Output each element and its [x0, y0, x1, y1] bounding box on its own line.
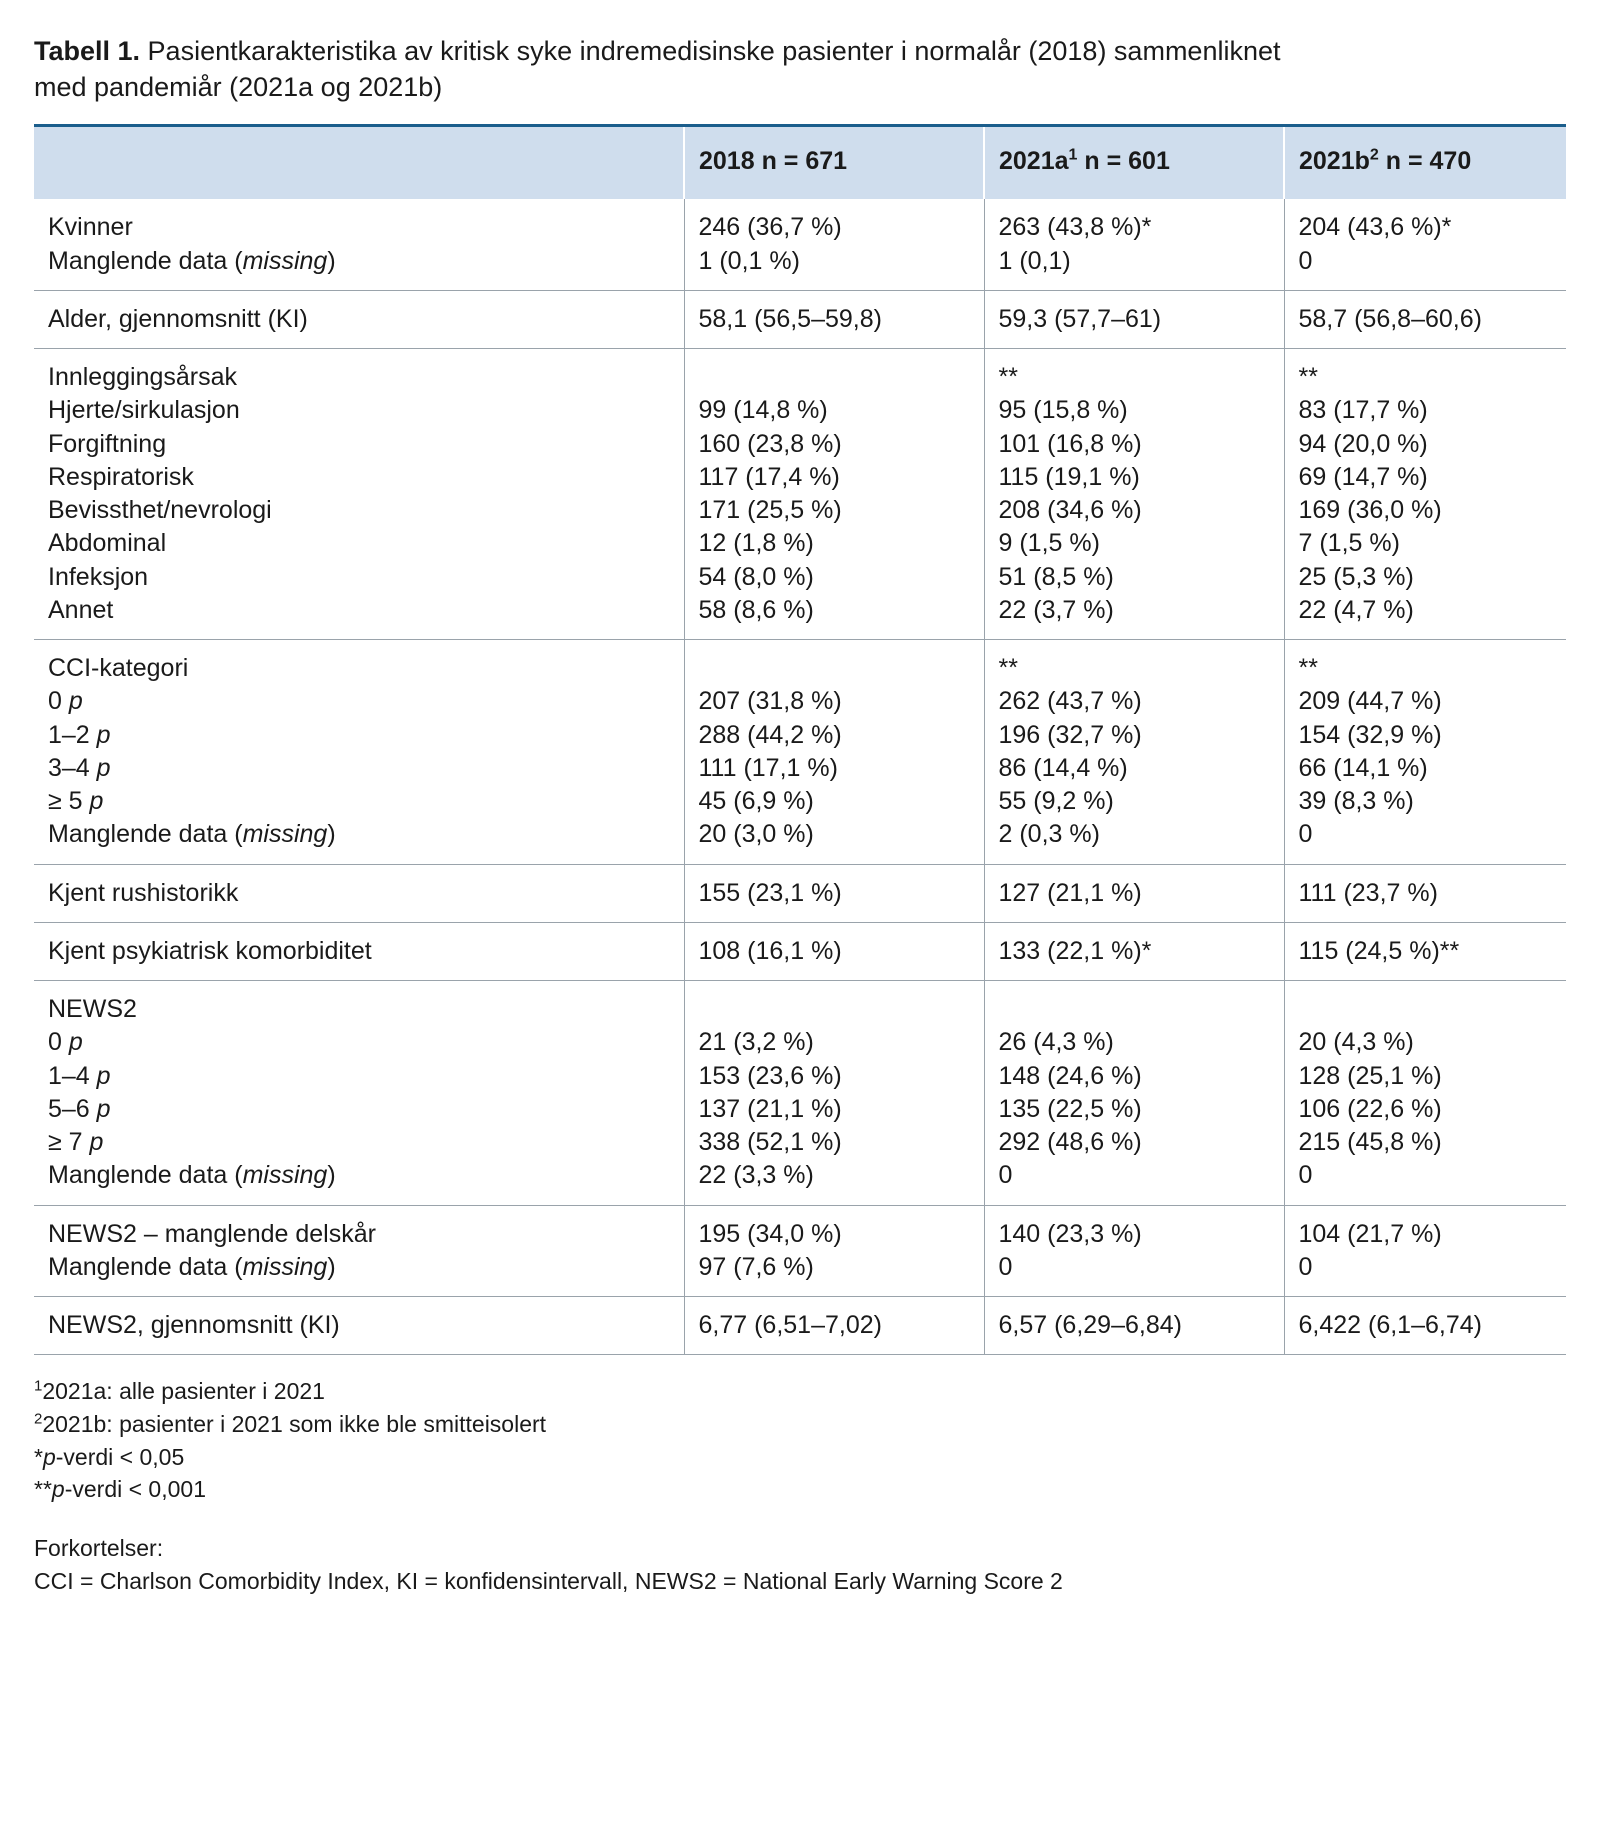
value-2018-line: 171 (25,5 %) [698, 496, 842, 525]
value-2021b-line: ** [1298, 654, 1318, 683]
value-2018-line: 22 (3,3 %) [698, 1161, 814, 1190]
value-2018-line: 21 (3,2 %) [698, 1028, 814, 1057]
value-2018-cell [684, 640, 984, 865]
footnote-spacer [34, 1506, 1566, 1532]
header-2021a-year: $2021a^1$ [999, 146, 1078, 175]
value-2021a-line: 95 (15,8 %) [998, 396, 1128, 425]
value-2021b-line: 7 (1,5 %) [1298, 529, 1400, 558]
value-2021a-cell [984, 349, 1284, 640]
value-2021a-line: 148 (24,6 %) [998, 1061, 1142, 1090]
footnote-2: $^2$2021b: pasienter i 2021 som ikke ble smitteisolert [34, 1410, 547, 1437]
header-2021b-n: n = 470 [1385, 146, 1472, 175]
value-2021b-line: 22 (4,7 %) [1298, 595, 1414, 624]
value-2021b-line: 39 (8,3 %) [1298, 787, 1414, 816]
row-label-line: Bevissthet/nevrologi [48, 496, 272, 525]
header-2021a-footnote-marker: 1 [1068, 146, 1078, 164]
value-2021a-cell [984, 1297, 1284, 1355]
caption-text: Pasientkarakteristika av kritisk syke indremedisinske pasienter i normalår (2018) sammenliknet med pandemiår (2021a og 2021b) [34, 36, 1281, 102]
value-2021a-line: 86 (14,4 %) [998, 753, 1128, 782]
value-2021a-line: 133 (22,1 %)* [998, 936, 1152, 965]
value-2018-line: 58 (8,6 %) [698, 595, 814, 624]
row-label-cell [34, 290, 684, 348]
value-2021b-line: 69 (14,7 %) [1298, 462, 1428, 491]
row-label-cell [34, 1297, 684, 1355]
value-2021a-line: 2 (0,3 %) [998, 820, 1100, 849]
table-row [34, 640, 1566, 865]
value-2018-line: 160 (23,8 %) [698, 429, 842, 458]
table-row [34, 922, 1566, 980]
value-2021b-line: 6,422 (6,1–6,74) [1298, 1311, 1482, 1340]
table-body [34, 199, 1566, 1354]
value-2018-line: 117 (17,4 %) [698, 462, 840, 491]
header-2021a-n: n = 601 [1084, 146, 1170, 175]
value-2018-line: 155 (23,1 %) [698, 878, 842, 907]
row-label-line: Kjent rushistorikk [48, 878, 239, 907]
value-2021a-line: 101 (16,8 %) [998, 429, 1142, 458]
value-2021b-line: 106 (22,6 %) [1298, 1094, 1442, 1123]
value-2021a-line: 22 (3,7 %) [998, 595, 1114, 624]
value-2021a-line: 51 (8,5 %) [998, 562, 1114, 591]
row-label-line: NEWS2, gjennomsnitt (KI) [48, 1311, 340, 1340]
row-label-line: Annet [48, 595, 114, 624]
value-2021a-line: ** [998, 654, 1018, 683]
value-2021a-line: 0 [998, 1161, 1013, 1190]
row-label-line: 0 p [48, 687, 83, 716]
table-row [34, 981, 1566, 1206]
row-label-cell [34, 640, 684, 865]
abbreviations-title: Forkortelser: [34, 1534, 164, 1561]
footnote-1: $^1$2021a: alle pasienter i 2021 [34, 1377, 325, 1405]
value-2021b-cell [1284, 349, 1566, 640]
value-2021b-line: 0 [1298, 246, 1313, 275]
value-2018-cell [684, 922, 984, 980]
row-label-line: NEWS2 [48, 995, 137, 1024]
value-2021b-cell [1284, 1205, 1566, 1297]
value-2021b-line: ** [1298, 363, 1318, 392]
value-2021a-line: 59,3 (57,7–61) [998, 304, 1162, 333]
value-2021b-line: 94 (20,0 %) [1298, 429, 1428, 458]
value-2021b-cell [1284, 290, 1566, 348]
value-2021a-line: 135 (22,5 %) [998, 1094, 1142, 1123]
row-label-line: Infeksjon [48, 562, 149, 591]
footnotes [34, 1375, 1566, 1597]
value-2021b-cell [1284, 1297, 1566, 1355]
value-2021b-cell [1284, 864, 1566, 922]
value-2021b-line: 0 [1298, 820, 1313, 849]
value-2021a-line: 196 (32,7 %) [998, 720, 1142, 749]
abbreviations-body: CCI = Charlson Comorbidity Index, KI = konfidensintervall, NEWS2 = National Early Warning Score 2 [34, 1567, 1063, 1594]
table-row [34, 349, 1566, 640]
value-2018-cell [684, 864, 984, 922]
value-2021a-line: 262 (43,7 %) [998, 687, 1142, 716]
value-2021b-line: 111 (23,7 %) [1298, 878, 1438, 907]
value-2021b-line: 20 (4,3 %) [1298, 1028, 1414, 1057]
value-2021b-line: 0 [1298, 1252, 1313, 1281]
value-2021a-line: 263 (43,8 %)* [998, 213, 1152, 242]
value-2021a-line: 1 (0,1) [998, 246, 1071, 275]
value-2018-line: 6,77 (6,51–7,02) [698, 1311, 882, 1340]
row-label-cell [34, 349, 684, 640]
row-label-line: 3–4 p [48, 753, 111, 782]
value-2021a-line: 208 (34,6 %) [998, 496, 1142, 525]
value-2021b-line: 0 [1298, 1161, 1313, 1190]
table-row [34, 1297, 1566, 1355]
row-label-cell [34, 199, 684, 290]
row-label-line: Respiratorisk [48, 462, 194, 491]
row-label-line: Manglende data (missing) [48, 246, 336, 275]
row-label-line: Manglende data (missing) [48, 1252, 336, 1281]
value-2021b-line: 204 (43,6 %)* [1298, 213, 1452, 242]
row-label-line: Manglende data (missing) [48, 1161, 336, 1190]
value-2021b-line: 104 (21,7 %) [1298, 1219, 1442, 1248]
value-2021b-cell [1284, 922, 1566, 980]
table-head [34, 127, 1566, 200]
value-2021a-cell [984, 1205, 1284, 1297]
patient-characteristics-table [34, 127, 1566, 1355]
row-label-line: 1–4 p [48, 1061, 111, 1090]
value-2021a-cell [984, 290, 1284, 348]
value-2018-line: 195 (34,0 %) [698, 1219, 842, 1248]
table-bottom-divider [34, 1354, 1566, 1355]
value-2021a-line: 9 (1,5 %) [998, 529, 1100, 558]
value-2021b-cell [1284, 981, 1566, 1206]
value-2021b-cell [1284, 199, 1566, 290]
value-2018-line: 338 (52,1 %) [698, 1128, 842, 1157]
row-label-line: Alder, gjennomsnitt (KI) [48, 304, 308, 333]
row-label-line: Hjerte/sirkulasjon [48, 396, 240, 425]
table-row [34, 290, 1566, 348]
header-2018-year: 2018 [699, 146, 755, 175]
value-2021b-cell [1284, 640, 1566, 865]
value-2021b-line: 128 (25,1 %) [1298, 1061, 1442, 1090]
value-2021b-line: 115 (24,5 %)** [1298, 936, 1460, 965]
value-2021a-cell [984, 922, 1284, 980]
row-label-cell [34, 864, 684, 922]
value-2018-cell [684, 1297, 984, 1355]
value-2021b-line: 209 (44,7 %) [1298, 687, 1442, 716]
value-2021a-line: 127 (21,1 %) [998, 878, 1142, 907]
value-2021a-line: 6,57 (6,29–6,84) [998, 1311, 1182, 1340]
row-label-line: Kvinner [48, 213, 133, 242]
value-2018-line: 12 (1,8 %) [698, 529, 814, 558]
row-label-cell [34, 1205, 684, 1297]
value-2018-line: 97 (7,6 %) [698, 1252, 814, 1281]
value-2018-line: 207 (31,8 %) [698, 687, 842, 716]
value-2018-line: 111 (17,1 %) [698, 753, 838, 782]
value-2021a-line: 292 (48,6 %) [998, 1128, 1142, 1157]
value-2021b-line: 169 (36,0 %) [1298, 496, 1442, 525]
row-label-line: Forgiftning [48, 429, 167, 458]
value-2021b-line: 215 (45,8 %) [1298, 1128, 1442, 1157]
value-2018-line: 137 (21,1 %) [698, 1094, 842, 1123]
value-2021a-line: 115 (19,1 %) [998, 462, 1140, 491]
value-2018-line: 108 (16,1 %) [698, 936, 842, 965]
value-2021b-line: 66 (14,1 %) [1298, 753, 1428, 782]
table-row [34, 864, 1566, 922]
value-2021b-line: 25 (5,3 %) [1298, 562, 1414, 591]
row-label-cell [34, 981, 684, 1206]
value-2018-line: 58,1 (56,5–59,8) [698, 304, 882, 333]
value-2018-cell [684, 290, 984, 348]
table-row [34, 1205, 1566, 1297]
row-label-line: ≥ 5 p [48, 787, 104, 816]
value-2018-line: 99 (14,8 %) [698, 396, 828, 425]
header-row [34, 127, 1566, 200]
row-label-line: Innleggingsårsak [48, 363, 238, 392]
value-2018-line: 246 (36,7 %) [698, 213, 842, 242]
value-2021a-cell [984, 864, 1284, 922]
value-2021a-cell [984, 981, 1284, 1206]
value-2021a-line: 55 (9,2 %) [998, 787, 1114, 816]
value-2021a-line: 0 [998, 1252, 1013, 1281]
value-2018-cell [684, 1205, 984, 1297]
row-label-line: Abdominal [48, 529, 167, 558]
header-cell-2021a [984, 127, 1284, 200]
value-2018-line: 20 (3,0 %) [698, 820, 814, 849]
row-label-line: 5–6 p [48, 1094, 111, 1123]
header-cell-2021b [1284, 127, 1566, 200]
value-2021b-line: 154 (32,9 %) [1298, 720, 1442, 749]
header-cell-2018 [684, 127, 984, 200]
row-label-line: NEWS2 – manglende delskår [48, 1219, 376, 1248]
value-2021a-cell [984, 640, 1284, 865]
value-2018-cell [684, 981, 984, 1206]
value-2018-line: 45 (6,9 %) [698, 787, 814, 816]
value-2018-line: 54 (8,0 %) [698, 562, 814, 591]
caption-label: Tabell 1. [34, 36, 141, 66]
value-2021b-line: 83 (17,7 %) [1298, 396, 1428, 425]
value-2021a-line: 26 (4,3 %) [998, 1028, 1114, 1057]
table-caption [34, 34, 1324, 106]
value-2021a-cell [984, 199, 1284, 290]
row-label-line: ≥ 7 p [48, 1128, 104, 1157]
footnote-p05: *p-verdi < 0,05 [34, 1443, 185, 1470]
value-2018-cell [684, 349, 984, 640]
header-cell-blank [34, 127, 684, 200]
value-2018-cell [684, 199, 984, 290]
value-2021a-line: 140 (23,3 %) [998, 1219, 1142, 1248]
value-2021a-line: ** [998, 363, 1018, 392]
header-2021b-year: $2021b^2$ [1299, 146, 1379, 175]
header-2021b-footnote-marker: 2 [1369, 146, 1379, 164]
header-2018-n: n = 671 [761, 146, 848, 175]
footnote-p001: **p-verdi < 0,001 [34, 1476, 206, 1503]
table-row [34, 199, 1566, 290]
value-2018-line: 1 (0,1 %) [698, 246, 800, 275]
row-label-line: 0 p [48, 1028, 83, 1057]
row-label-cell [34, 922, 684, 980]
row-label-line: Kjent psykiatrisk komorbiditet [48, 936, 372, 965]
row-label-line: CCI-kategori [48, 654, 189, 683]
value-2018-line: 288 (44,2 %) [698, 720, 842, 749]
row-label-line: 1–2 p [48, 720, 111, 749]
value-2018-line: 153 (23,6 %) [698, 1061, 842, 1090]
row-label-line: Manglende data (missing) [48, 820, 336, 849]
value-2021b-line: 58,7 (56,8–60,6) [1298, 304, 1482, 333]
